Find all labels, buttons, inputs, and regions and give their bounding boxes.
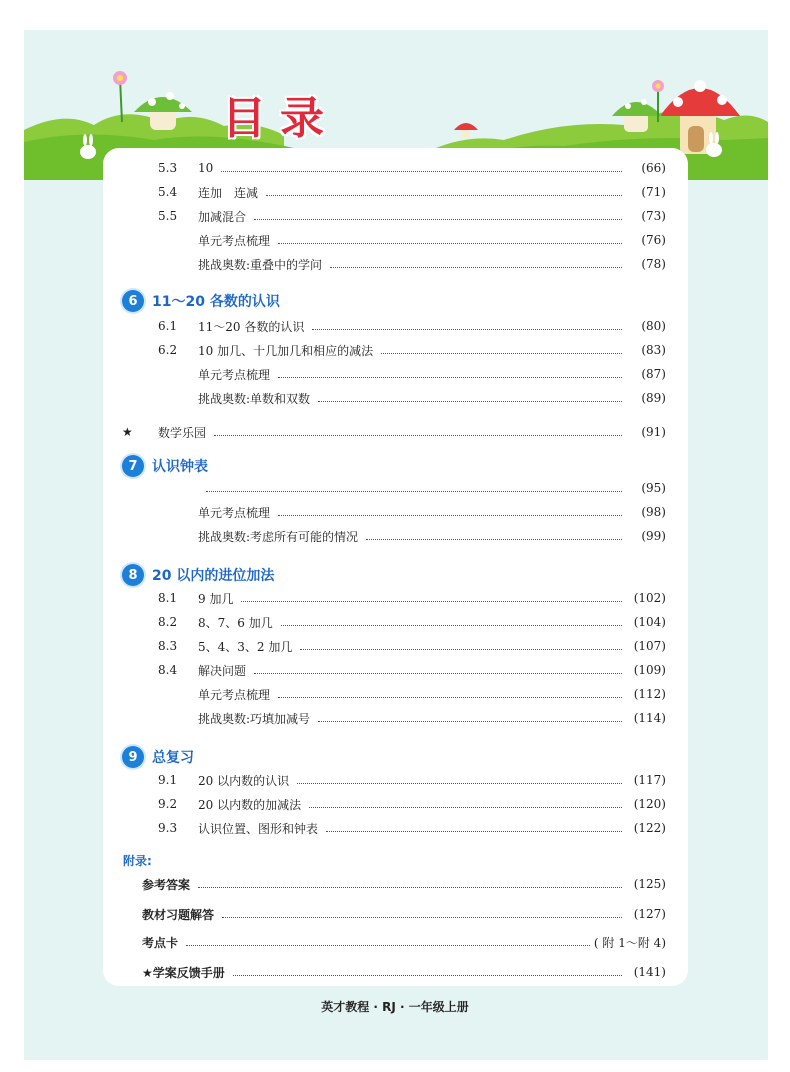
dot-leader bbox=[233, 975, 622, 976]
entry-page-number: (122) bbox=[633, 821, 666, 835]
entry-label: 20 以内数的认识 bbox=[198, 773, 290, 788]
dot-leader bbox=[281, 625, 622, 626]
entry-label: 挑战奥数:重叠中的学问 bbox=[198, 257, 323, 272]
entry-page-number: (91) bbox=[641, 425, 666, 439]
dot-leader bbox=[330, 267, 622, 268]
toc-entry bbox=[158, 770, 666, 790]
toc-entry bbox=[158, 182, 666, 202]
dot-leader bbox=[206, 491, 622, 492]
entry-label: 加减混合 bbox=[198, 209, 247, 224]
chapter-number-badge: 7 bbox=[122, 455, 144, 477]
footer-text: 英才教程 · RJ · 一年级上册 bbox=[321, 1000, 469, 1014]
entry-page-number: (120) bbox=[633, 797, 666, 811]
dot-leader bbox=[254, 219, 622, 220]
toc-entry bbox=[158, 612, 666, 632]
entry-number: 8.4 bbox=[158, 663, 178, 677]
dot-leader bbox=[278, 243, 622, 244]
dot-leader bbox=[318, 401, 622, 402]
entry-page-number: (99) bbox=[641, 529, 666, 543]
toc-entry bbox=[142, 932, 666, 952]
dot-leader bbox=[214, 435, 622, 436]
entry-label: 单元考点梳理 bbox=[198, 367, 271, 382]
toc-entry bbox=[158, 254, 666, 274]
toc-entry bbox=[158, 588, 666, 608]
toc-entry bbox=[158, 206, 666, 226]
entry-number: 5.3 bbox=[158, 161, 178, 175]
dot-leader bbox=[186, 945, 590, 946]
toc-entry bbox=[122, 422, 666, 442]
dot-leader bbox=[312, 329, 622, 330]
toc-entry bbox=[158, 818, 666, 838]
entry-label: 数学乐园 bbox=[158, 425, 207, 440]
dot-leader bbox=[221, 171, 622, 172]
chapter-number-badge: 6 bbox=[122, 290, 144, 312]
toc-entry bbox=[142, 904, 666, 924]
chapter-heading bbox=[122, 289, 280, 313]
entry-label: 挑战奥数:考虑所有可能的情况 bbox=[198, 529, 359, 544]
entry-label: 挑战奥数:巧填加减号 bbox=[198, 711, 311, 726]
chapter-heading bbox=[122, 745, 194, 769]
chapter-title: 总复习 bbox=[152, 750, 194, 766]
chapter-heading bbox=[122, 454, 208, 478]
entry-page-number: (83) bbox=[641, 343, 666, 357]
appendix-heading: 附录: bbox=[123, 854, 152, 868]
entry-number: 5.5 bbox=[158, 209, 178, 223]
entry-label: 解决问题 bbox=[198, 663, 247, 678]
entry-label: 教材习题解答 bbox=[142, 907, 215, 922]
chapter-title: 20 以内的进位加法 bbox=[152, 568, 275, 584]
entry-page-number: (73) bbox=[641, 209, 666, 223]
chapter-heading bbox=[122, 563, 274, 587]
entry-page-number: (127) bbox=[633, 907, 666, 921]
toc-entry bbox=[158, 478, 666, 498]
dot-leader bbox=[300, 649, 622, 650]
star-icon: ★ bbox=[122, 425, 133, 439]
entry-page-number: (98) bbox=[641, 505, 666, 519]
entry-page-number: (87) bbox=[641, 367, 666, 381]
dot-leader bbox=[381, 353, 622, 354]
entry-page-number: (89) bbox=[641, 391, 666, 405]
entry-page-number: (66) bbox=[641, 161, 666, 175]
toc-entry bbox=[158, 502, 666, 522]
toc-entry bbox=[158, 708, 666, 728]
entry-number: 9.3 bbox=[158, 821, 178, 835]
entry-number: 9.2 bbox=[158, 797, 178, 811]
dot-leader bbox=[222, 917, 622, 918]
entry-page-number: (114) bbox=[633, 711, 666, 725]
entry-label: 单元考点梳理 bbox=[198, 233, 271, 248]
toc-entry bbox=[142, 962, 666, 982]
chapter-number-badge: 9 bbox=[122, 746, 144, 768]
entry-label: 挑战奥数:单数和双数 bbox=[198, 391, 311, 406]
entry-label: 单元考点梳理 bbox=[198, 505, 271, 520]
entry-number: 8.3 bbox=[158, 639, 178, 653]
toc-entry bbox=[142, 874, 666, 894]
dot-leader bbox=[366, 539, 622, 540]
entry-label: 10 bbox=[198, 161, 214, 175]
chapter-title: 认识钟表 bbox=[152, 459, 208, 475]
chapter-title: 11～20 各数的认识 bbox=[152, 294, 280, 310]
entry-label: 连加 连减 bbox=[198, 185, 259, 200]
entry-page-number: (80) bbox=[641, 319, 666, 333]
dot-leader bbox=[326, 831, 622, 832]
entry-label: 考点卡 bbox=[142, 935, 179, 950]
entry-page-number: (95) bbox=[641, 481, 666, 495]
entry-label: 5、4、3、2 加几 bbox=[198, 639, 293, 654]
entry-number: 9.1 bbox=[158, 773, 178, 787]
entry-page-number: ( 附 1～附 4) bbox=[593, 935, 666, 950]
toc-entry bbox=[158, 526, 666, 546]
dot-leader bbox=[318, 721, 622, 722]
entry-number: 6.2 bbox=[158, 343, 178, 357]
entry-number: 5.4 bbox=[158, 185, 178, 199]
dot-leader bbox=[309, 807, 622, 808]
dot-leader bbox=[278, 697, 622, 698]
dot-leader bbox=[266, 195, 622, 196]
dot-leader bbox=[278, 515, 622, 516]
toc-entry bbox=[158, 388, 666, 408]
entry-page-number: (141) bbox=[633, 965, 666, 979]
entry-label: ★学案反馈手册 bbox=[142, 965, 225, 980]
entry-number: 6.1 bbox=[158, 319, 178, 333]
entry-label: 10 加几、十几加几和相应的减法 bbox=[198, 343, 374, 358]
entry-number: 8.2 bbox=[158, 615, 178, 629]
entry-page-number: (71) bbox=[641, 185, 666, 199]
entry-page-number: (104) bbox=[633, 615, 666, 629]
toc-entry bbox=[158, 158, 666, 178]
entry-label: 8、7、6 加几 bbox=[198, 615, 273, 630]
toc-entry bbox=[158, 364, 666, 384]
entry-page-number: (76) bbox=[641, 233, 666, 247]
entry-page-number: (112) bbox=[633, 687, 666, 701]
chapter-number-badge: 8 bbox=[122, 564, 144, 586]
toc-entry bbox=[158, 794, 666, 814]
entry-number: 8.1 bbox=[158, 591, 178, 605]
dot-leader bbox=[198, 887, 622, 888]
toc-entry bbox=[158, 684, 666, 704]
toc-entry bbox=[158, 316, 666, 336]
entry-page-number: (125) bbox=[633, 877, 666, 891]
entry-label: 11～20 各数的认识 bbox=[198, 319, 305, 334]
entry-label: 单元考点梳理 bbox=[198, 687, 271, 702]
toc-entry bbox=[158, 340, 666, 360]
page-title: 目录 bbox=[222, 93, 338, 144]
toc-entry bbox=[158, 636, 666, 656]
small-red-mushroom-icon bbox=[454, 123, 478, 138]
toc-entry bbox=[158, 230, 666, 250]
entry-label: 20 以内数的加减法 bbox=[198, 797, 302, 812]
dot-leader bbox=[241, 601, 622, 602]
dot-leader bbox=[278, 377, 622, 378]
entry-page-number: (109) bbox=[633, 663, 666, 677]
toc-entry bbox=[158, 660, 666, 680]
entry-label: 参考答案 bbox=[142, 877, 191, 892]
entry-page-number: (102) bbox=[633, 591, 666, 605]
entry-label: 9 加几 bbox=[198, 591, 234, 606]
entry-page-number: (117) bbox=[633, 773, 666, 787]
entry-page-number: (107) bbox=[633, 639, 666, 653]
dot-leader bbox=[254, 673, 622, 674]
entry-label: 认识位置、图形和钟表 bbox=[198, 821, 319, 836]
entry-page-number: (78) bbox=[641, 257, 666, 271]
dot-leader bbox=[297, 783, 622, 784]
